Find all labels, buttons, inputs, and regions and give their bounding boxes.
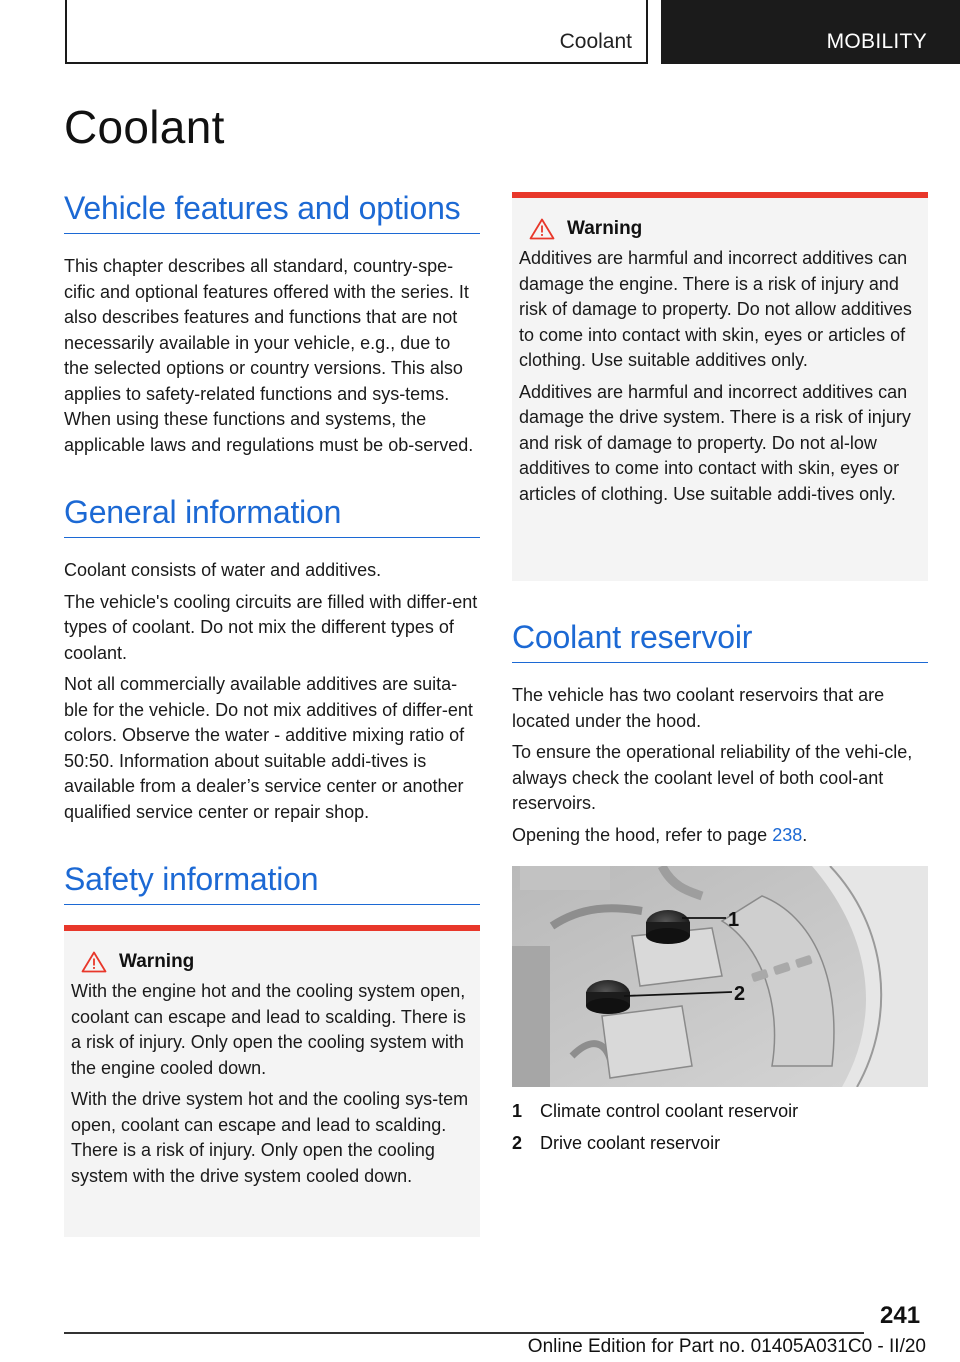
legend-number: 2: [512, 1132, 523, 1153]
callout-1: 1: [728, 909, 740, 931]
page-title: Coolant: [64, 101, 225, 153]
page-number: 241: [880, 1302, 921, 1329]
chapter-tab-label: Coolant: [559, 30, 632, 53]
warning-box-left: [64, 925, 480, 1237]
warning-text-1: Additives are harmful and incorrect additives can damage the engine. There is a risk of injury and risk of damage to property. Do not allow additives to come into contact with skin, eyes or articles of clothing. Use suitable additives only.: [519, 248, 912, 370]
page-reference-link[interactable]: 238: [772, 824, 803, 845]
warning-title: Warning: [119, 951, 195, 972]
section-tab: [661, 0, 960, 64]
callout-2: 2: [734, 983, 746, 1005]
chapter-tab: [65, 0, 648, 64]
warning-triangle-icon: [81, 951, 107, 973]
general-text-3: Not all commercially available additives are suita-ble for the vehicle. Do not mix additives of differ-ent colors. Observe the water - additive mixing ratio of 50:50. Information about suitable addi-tives is available from a dealer’s service center or another qualified service center or repair shop.: [64, 674, 473, 822]
reservoir-text-3: [512, 823, 928, 849]
warning-header: [519, 218, 921, 240]
legend-label: Drive coolant reservoir: [540, 1132, 721, 1153]
legend-number: 1: [512, 1101, 523, 1121]
heading-general-information: General information: [64, 494, 480, 538]
left-column: [64, 190, 480, 1237]
warning-text-2: Additives are harmful and incorrect additives can damage the drive system. There is a risk of injury and risk of damage to property. Do not al-low additives to come into contact with skin, eyes or articles of clothing. Use suitable addi-tives only.: [519, 381, 911, 504]
warning-text-1: With the engine hot and the cooling system open, coolant can escape and lead to scalding. There is a risk of injury. Only open the cooling system with the engine cooled down.: [71, 981, 466, 1078]
engine-bay-illustration: [512, 866, 928, 1087]
reservoir-text-2: To ensure the operational reliability of the vehi-cle, always check the coolant level of both cool-ant reservoirs.: [512, 742, 913, 813]
figure-legend: [512, 1099, 928, 1156]
warning-header: [71, 951, 473, 973]
vehicle-features-text: This chapter describes all standard, country-spe-cific and optional features offered with the series. It also describes features and functions that are not necessarily available in your vehicle, e.g., due to the selected options or country versions. This also applies to safety-related functions and sys-tems. When using these functions and systems, the applicable laws and regulations must be ob-served.: [64, 256, 474, 455]
heading-vehicle-features: Vehicle features and options: [64, 190, 480, 234]
reservoir-ref-suffix: .: [802, 824, 808, 845]
engine-bay-drawing: [512, 866, 928, 1087]
section-tab-label: MOBILITY: [826, 30, 927, 53]
heading-safety-information: Safety information: [64, 861, 480, 905]
warning-title: Warning: [567, 218, 643, 239]
general-text-2: The vehicle's cooling circuits are filled with differ-ent types of coolant. Do not mix the different types of coolant.: [64, 591, 478, 663]
right-column: [512, 192, 928, 1156]
legend-item: [512, 1099, 928, 1125]
heading-coolant-reservoir: Coolant reservoir: [512, 619, 928, 663]
reservoir-ref-prefix: Opening the hood, refer to page: [512, 824, 773, 845]
general-text-1: Coolant consists of water and additives.: [64, 560, 382, 580]
legend-item: [512, 1131, 928, 1157]
footer-divider: [64, 1332, 864, 1334]
edition-note: Online Edition for Part no. 01405A031C0 - II/20: [527, 1336, 926, 1357]
warning-triangle-icon: [529, 218, 555, 240]
warning-box-right: [512, 192, 928, 581]
warning-text-2: With the drive system hot and the cooling sys-tem open, coolant can escape and lead to scalding. There is a risk of injury. Only open the cooling system with the drive system cooled down.: [71, 1089, 469, 1186]
legend-label: Climate control coolant reservoir: [540, 1101, 799, 1121]
reservoir-text-1: The vehicle has two coolant reservoirs that are located under the hood.: [512, 685, 885, 731]
